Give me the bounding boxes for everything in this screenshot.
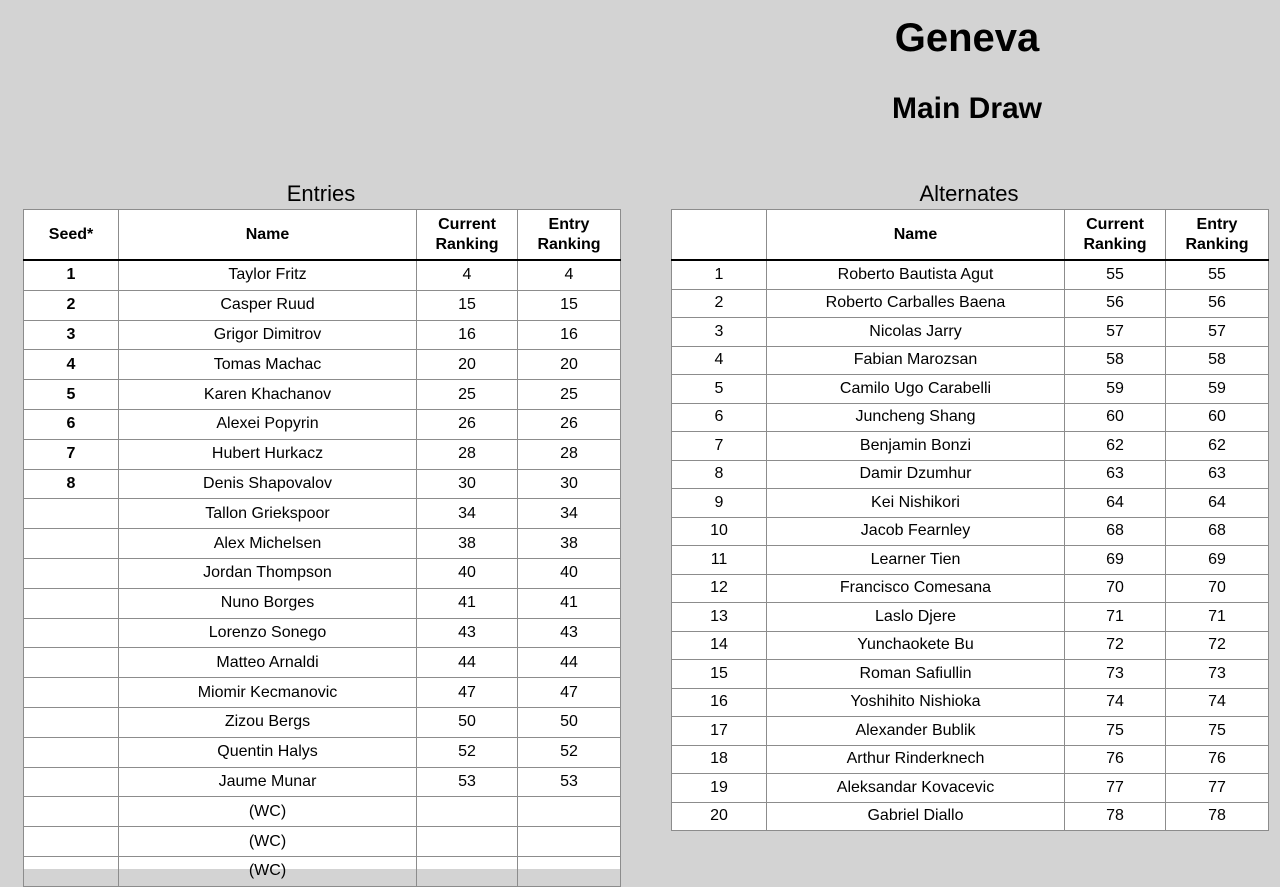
cell-current: 57: [1065, 318, 1166, 347]
entries-caption: Entries: [286, 181, 356, 206]
cell-current: 75: [1065, 717, 1166, 746]
table-row: [24, 618, 621, 648]
cell-name: Alexander Bublik: [767, 717, 1065, 746]
cell-entry: 52: [518, 737, 621, 767]
cell-entry: 15: [518, 290, 621, 320]
cell-entry: 68: [1166, 517, 1269, 546]
table-row: [672, 346, 1269, 375]
cell-current: 58: [1065, 346, 1166, 375]
cell-name: Yunchaokete Bu: [767, 631, 1065, 660]
cell-entry: 43: [518, 618, 621, 648]
table-row: [672, 375, 1269, 404]
cell-current: 72: [1065, 631, 1166, 660]
cell-entry: 56: [1166, 289, 1269, 318]
cell-name: Kei Nishikori: [767, 489, 1065, 518]
cell-entry: 34: [518, 499, 621, 529]
cell-name: Karen Khachanov: [119, 380, 417, 410]
cell-name: Roberto Bautista Agut: [767, 260, 1065, 289]
table-row: [672, 660, 1269, 689]
cell-current: [417, 856, 518, 886]
cell-current: 15: [417, 290, 518, 320]
cell-seed: [24, 558, 119, 588]
table-row: [672, 403, 1269, 432]
cell-name: Roberto Carballes Baena: [767, 289, 1065, 318]
table-row: [24, 737, 621, 767]
cell-current: [417, 827, 518, 857]
cell-num: 5: [672, 375, 767, 404]
page-title: Geneva: [894, 16, 1040, 60]
cell-name: (WC): [119, 797, 417, 827]
cell-current: 55: [1065, 260, 1166, 289]
cell-name: Gabriel Diallo: [767, 802, 1065, 831]
cell-current: 40: [417, 558, 518, 588]
cell-name: Denis Shapovalov: [119, 469, 417, 499]
cell-name: Arthur Rinderknech: [767, 745, 1065, 774]
entries-table: [23, 209, 621, 887]
cell-name: Hubert Hurkacz: [119, 439, 417, 469]
table-row: [672, 289, 1269, 318]
entries-header-row: [24, 210, 621, 261]
cell-entry: 40: [518, 558, 621, 588]
table-row: [24, 529, 621, 559]
cell-name: Tallon Griekspoor: [119, 499, 417, 529]
cell-current: 50: [417, 707, 518, 737]
cell-entry: [518, 856, 621, 886]
cell-entry: [518, 827, 621, 857]
cell-seed: 3: [24, 320, 119, 350]
cell-current: 52: [417, 737, 518, 767]
cell-num: 13: [672, 603, 767, 632]
cell-entry: 25: [518, 380, 621, 410]
table-row: [672, 318, 1269, 347]
cell-name: Camilo Ugo Carabelli: [767, 375, 1065, 404]
cell-name: Lorenzo Sonego: [119, 618, 417, 648]
cell-entry: 38: [518, 529, 621, 559]
cell-seed: [24, 678, 119, 708]
cell-num: 10: [672, 517, 767, 546]
cell-seed: 6: [24, 409, 119, 439]
table-row: [24, 827, 621, 857]
cell-name: Damir Dzumhur: [767, 460, 1065, 489]
cell-num: 3: [672, 318, 767, 347]
page-subtitle: Main Draw: [891, 92, 1043, 125]
alternates-table-container: [671, 209, 1268, 831]
cell-entry: 20: [518, 350, 621, 380]
table-row: [24, 588, 621, 618]
cell-name: Matteo Arnaldi: [119, 648, 417, 678]
cell-seed: [24, 618, 119, 648]
cell-current: 59: [1065, 375, 1166, 404]
cell-seed: [24, 737, 119, 767]
cell-entry: 69: [1166, 546, 1269, 575]
table-row: [24, 707, 621, 737]
table-row: [24, 439, 621, 469]
cell-entry: 50: [518, 707, 621, 737]
cell-entry: 63: [1166, 460, 1269, 489]
column-header-seed: Seed*: [24, 210, 119, 261]
alternates-header-row: [672, 210, 1269, 261]
table-row: [672, 717, 1269, 746]
table-row: [672, 517, 1269, 546]
cell-seed: [24, 499, 119, 529]
table-row: [24, 409, 621, 439]
cell-entry: 77: [1166, 774, 1269, 803]
table-row: [24, 856, 621, 886]
table-row: [672, 631, 1269, 660]
table-row: [672, 802, 1269, 831]
cell-seed: [24, 797, 119, 827]
cell-seed: [24, 827, 119, 857]
table-row: [672, 260, 1269, 289]
cell-name: (WC): [119, 856, 417, 886]
cell-name: Nicolas Jarry: [767, 318, 1065, 347]
cell-current: 78: [1065, 802, 1166, 831]
cell-num: 9: [672, 489, 767, 518]
cell-seed: [24, 648, 119, 678]
cell-current: 20: [417, 350, 518, 380]
cell-name: Miomir Kecmanovic: [119, 678, 417, 708]
cell-current: 47: [417, 678, 518, 708]
cell-seed: 8: [24, 469, 119, 499]
column-header-entry-ranking: Entry Ranking: [1166, 210, 1269, 261]
cell-entry: 62: [1166, 432, 1269, 461]
cell-entry: 76: [1166, 745, 1269, 774]
cell-current: 25: [417, 380, 518, 410]
table-row: [24, 499, 621, 529]
cell-num: 12: [672, 574, 767, 603]
cell-seed: [24, 707, 119, 737]
alternates-table-body: [672, 260, 1269, 831]
cell-name: Nuno Borges: [119, 588, 417, 618]
cell-entry: 4: [518, 260, 621, 290]
cell-entry: 60: [1166, 403, 1269, 432]
cell-entry: [518, 797, 621, 827]
cell-current: 68: [1065, 517, 1166, 546]
cell-entry: 58: [1166, 346, 1269, 375]
cell-num: 18: [672, 745, 767, 774]
cell-entry: 16: [518, 320, 621, 350]
cell-name: Zizou Bergs: [119, 707, 417, 737]
cell-name: Fabian Marozsan: [767, 346, 1065, 375]
cell-entry: 53: [518, 767, 621, 797]
cell-num: 7: [672, 432, 767, 461]
table-row: [24, 469, 621, 499]
cell-current: 4: [417, 260, 518, 290]
cell-current: 28: [417, 439, 518, 469]
cell-current: 56: [1065, 289, 1166, 318]
cell-entry: 71: [1166, 603, 1269, 632]
cell-current: 73: [1065, 660, 1166, 689]
table-row: [24, 320, 621, 350]
cell-entry: 70: [1166, 574, 1269, 603]
alternates-table: [671, 209, 1269, 831]
cell-entry: 75: [1166, 717, 1269, 746]
cell-current: 44: [417, 648, 518, 678]
cell-name: Tomas Machac: [119, 350, 417, 380]
cell-seed: [24, 529, 119, 559]
cell-current: 62: [1065, 432, 1166, 461]
table-row: [24, 678, 621, 708]
table-row: [672, 432, 1269, 461]
table-row: [24, 767, 621, 797]
table-row: [672, 574, 1269, 603]
table-row: [24, 260, 621, 290]
cell-num: 16: [672, 688, 767, 717]
cell-num: 4: [672, 346, 767, 375]
cell-name: Yoshihito Nishioka: [767, 688, 1065, 717]
table-row: [672, 688, 1269, 717]
cell-entry: 44: [518, 648, 621, 678]
cell-name: Alexei Popyrin: [119, 409, 417, 439]
cell-current: 34: [417, 499, 518, 529]
cell-entry: 72: [1166, 631, 1269, 660]
cell-entry: 28: [518, 439, 621, 469]
cell-current: 41: [417, 588, 518, 618]
cell-seed: 7: [24, 439, 119, 469]
table-row: [672, 546, 1269, 575]
cell-seed: 2: [24, 290, 119, 320]
alternates-caption: Alternates: [919, 181, 1019, 206]
column-header-number: [672, 210, 767, 261]
table-row: [24, 290, 621, 320]
cell-name: Taylor Fritz: [119, 260, 417, 290]
table-row: [672, 603, 1269, 632]
cell-num: 1: [672, 260, 767, 289]
cell-seed: [24, 856, 119, 886]
cell-entry: 64: [1166, 489, 1269, 518]
cell-num: 2: [672, 289, 767, 318]
cell-name: Casper Ruud: [119, 290, 417, 320]
cell-entry: 73: [1166, 660, 1269, 689]
table-row: [24, 558, 621, 588]
cell-name: Learner Tien: [767, 546, 1065, 575]
table-row: [672, 745, 1269, 774]
cell-current: 53: [417, 767, 518, 797]
cell-name: Grigor Dimitrov: [119, 320, 417, 350]
cell-current: 77: [1065, 774, 1166, 803]
cell-seed: 4: [24, 350, 119, 380]
cell-current: 43: [417, 618, 518, 648]
column-header-entry-ranking: Entry Ranking: [518, 210, 621, 261]
entries-table-container: [23, 209, 620, 880]
cell-current: 30: [417, 469, 518, 499]
cell-num: 14: [672, 631, 767, 660]
cell-current: 16: [417, 320, 518, 350]
cell-entry: 78: [1166, 802, 1269, 831]
cell-seed: [24, 588, 119, 618]
cell-num: 15: [672, 660, 767, 689]
cell-current: 26: [417, 409, 518, 439]
table-row: [24, 380, 621, 410]
cell-entry: 74: [1166, 688, 1269, 717]
table-row: [672, 774, 1269, 803]
column-header-current-ranking: Current Ranking: [1065, 210, 1166, 261]
table-row: [24, 797, 621, 827]
cell-entry: 57: [1166, 318, 1269, 347]
cell-name: Quentin Halys: [119, 737, 417, 767]
cell-entry: 59: [1166, 375, 1269, 404]
cell-entry: 55: [1166, 260, 1269, 289]
cell-name: (WC): [119, 827, 417, 857]
cell-current: 60: [1065, 403, 1166, 432]
cell-entry: 26: [518, 409, 621, 439]
cell-num: 17: [672, 717, 767, 746]
cell-name: Francisco Comesana: [767, 574, 1065, 603]
cell-seed: 1: [24, 260, 119, 290]
cell-num: 19: [672, 774, 767, 803]
cell-num: 8: [672, 460, 767, 489]
cell-current: 70: [1065, 574, 1166, 603]
cell-name: Juncheng Shang: [767, 403, 1065, 432]
cell-name: Jaume Munar: [119, 767, 417, 797]
cell-name: Alex Michelsen: [119, 529, 417, 559]
cell-entry: 30: [518, 469, 621, 499]
cell-current: 74: [1065, 688, 1166, 717]
cell-name: Benjamin Bonzi: [767, 432, 1065, 461]
cell-num: 20: [672, 802, 767, 831]
cell-entry: 47: [518, 678, 621, 708]
column-header-name: Name: [767, 210, 1065, 261]
cell-num: 6: [672, 403, 767, 432]
column-header-current-ranking: Current Ranking: [417, 210, 518, 261]
cell-seed: 5: [24, 380, 119, 410]
cell-name: Laslo Djere: [767, 603, 1065, 632]
cell-name: Jordan Thompson: [119, 558, 417, 588]
cell-current: 69: [1065, 546, 1166, 575]
cell-current: 38: [417, 529, 518, 559]
cell-current: 76: [1065, 745, 1166, 774]
table-row: [672, 489, 1269, 518]
table-row: [24, 350, 621, 380]
cell-name: Roman Safiullin: [767, 660, 1065, 689]
cell-current: 64: [1065, 489, 1166, 518]
table-row: [672, 460, 1269, 489]
cell-current: 63: [1065, 460, 1166, 489]
cell-current: [417, 797, 518, 827]
table-row: [24, 648, 621, 678]
cell-name: Aleksandar Kovacevic: [767, 774, 1065, 803]
cell-entry: 41: [518, 588, 621, 618]
column-header-name: Name: [119, 210, 417, 261]
entries-table-body: [24, 260, 621, 886]
cell-seed: [24, 767, 119, 797]
cell-name: Jacob Fearnley: [767, 517, 1065, 546]
cell-current: 71: [1065, 603, 1166, 632]
cell-num: 11: [672, 546, 767, 575]
